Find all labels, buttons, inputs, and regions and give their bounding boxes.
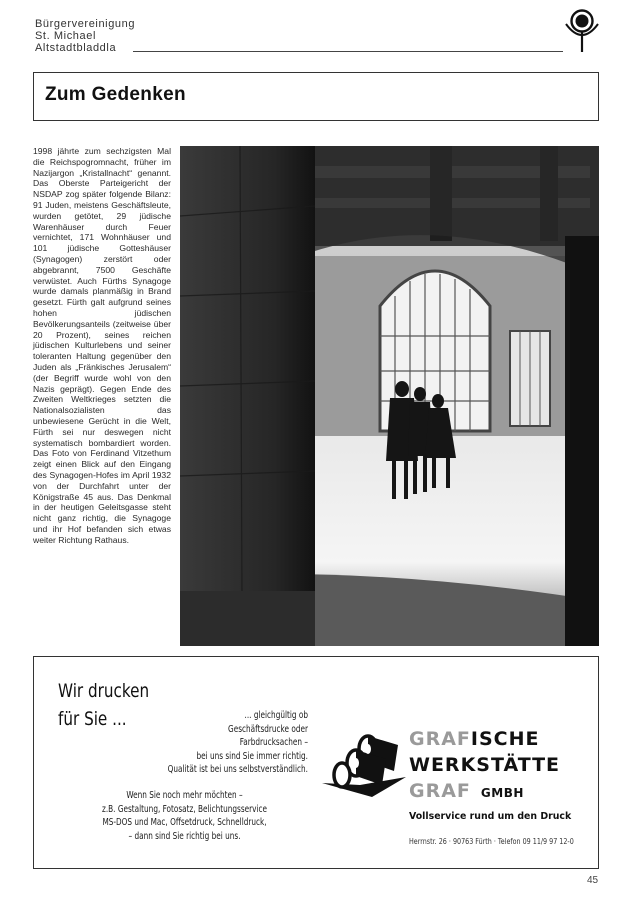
ad-tagline: Vollservice rund um den Druck bbox=[409, 811, 572, 822]
ad-headline-line-2: für Sie ... bbox=[58, 708, 127, 730]
org-line-3: Altstadtbladdla bbox=[35, 42, 117, 54]
brand-graf-2: GRAF bbox=[409, 780, 471, 802]
ad-services-text bbox=[168, 709, 308, 777]
ad-headline bbox=[58, 677, 149, 733]
historic-photo bbox=[180, 146, 599, 646]
ad-services-line: Qualität ist bei uns selbstverständlich. bbox=[167, 764, 308, 775]
ad-services-line: bei uns sind Sie immer richtig. bbox=[196, 750, 308, 762]
ad-offer-text bbox=[102, 789, 267, 843]
brand-line-2 bbox=[409, 753, 560, 777]
brand-graf-part: GRAF bbox=[409, 728, 471, 750]
page-title: Zum Gedenken bbox=[45, 84, 186, 105]
brand-line-3 bbox=[409, 779, 524, 805]
header-rule bbox=[133, 51, 563, 52]
brand-werkstaette: WERKSTÄTTE bbox=[409, 754, 561, 776]
ad-headline-line-1: Wir drucken bbox=[58, 680, 150, 702]
article-text: 1998 jährte zum sechzigsten Mal die Reichspogromnacht, früher im Nazijargon „Kristallnacht“ genannt. Das Oberste Parteigericht der NSDAP zog später folgende Bilanz: 91 Juden, meistens Geschäftsleute, wurden getötet, 29 jüdische Warenhäuser durch Feuer vernichtet, 171 Wohnhäuser und 101 jüdische Gotteshäuser (Synagogen) zerstört oder abgebrannt, 7500 Geschäfte verwüstet. Auch Fürths Synagoge wurde damals planmäßig in Brand gesetzt. Fürth galt aufgrund seines hohen jüdischen Bevölkerungsanteils (zeitweise über 20 Prozent), seines reichen jüdischen Kulturlebens und seiner toleranten Haltung gegenüber den Juden als „Fränkisches Jerusalem“ (der Begriff wurde wohl von den Nazis geprägt). Gegen Ende des Zweiten Weltkrieges setzten die Nationalsozialisten das unbewiesene Gerücht in die Welt, Fürth sei nur deswegen nicht systematisch bombardiert worden. Das Foto von Ferdinand Vitzethum zeigt einen Blick auf den Eingang des Synagogen-Hofes im April 1932 von der Durchfahrt unter der Königstraße 45 aus. Das Denkmal in der heutigen Geleitsgasse steht nicht ganz richtig, die Synagoge und ihr Hof befanden sich etwas weiter Richtung Rathaus. bbox=[33, 146, 171, 545]
organization-name bbox=[35, 18, 135, 54]
print-shop-advertisement bbox=[33, 656, 599, 869]
ad-address: Herrnstr. 26 · 90763 Fürth · Telefon 09 11/9 97 12-0 bbox=[409, 836, 574, 846]
ad-services-line: ... gleichgültig ob bbox=[244, 710, 308, 721]
ad-services-line: Farbdrucksachen – bbox=[239, 737, 308, 748]
paper-rolls-logo-icon bbox=[320, 725, 410, 805]
page-number: 45 bbox=[587, 875, 599, 886]
ad-offer-line: MS-DOS und Mac, Offsetdruck, Schnelldruck, bbox=[102, 817, 267, 828]
ad-offer-line: – dann sind Sie richtig bei uns. bbox=[128, 830, 241, 842]
organization-logo-icon bbox=[562, 8, 602, 54]
ad-offer-line: Wenn Sie noch mehr möchten – bbox=[126, 790, 243, 801]
title-box bbox=[33, 72, 599, 121]
ad-offer-line: z.B. Gestaltung, Fotosatz, Belichtungsservice bbox=[102, 803, 268, 815]
brand-ische-part: ISCHE bbox=[470, 728, 540, 750]
org-line-1: Bürgervereinigung bbox=[35, 18, 136, 30]
brand-gmbh: GMBH bbox=[480, 786, 524, 800]
ad-services-line: Geschäftsdrucke oder bbox=[228, 723, 308, 735]
brand-line-1 bbox=[409, 727, 540, 751]
org-line-2: St. Michael bbox=[35, 30, 97, 42]
